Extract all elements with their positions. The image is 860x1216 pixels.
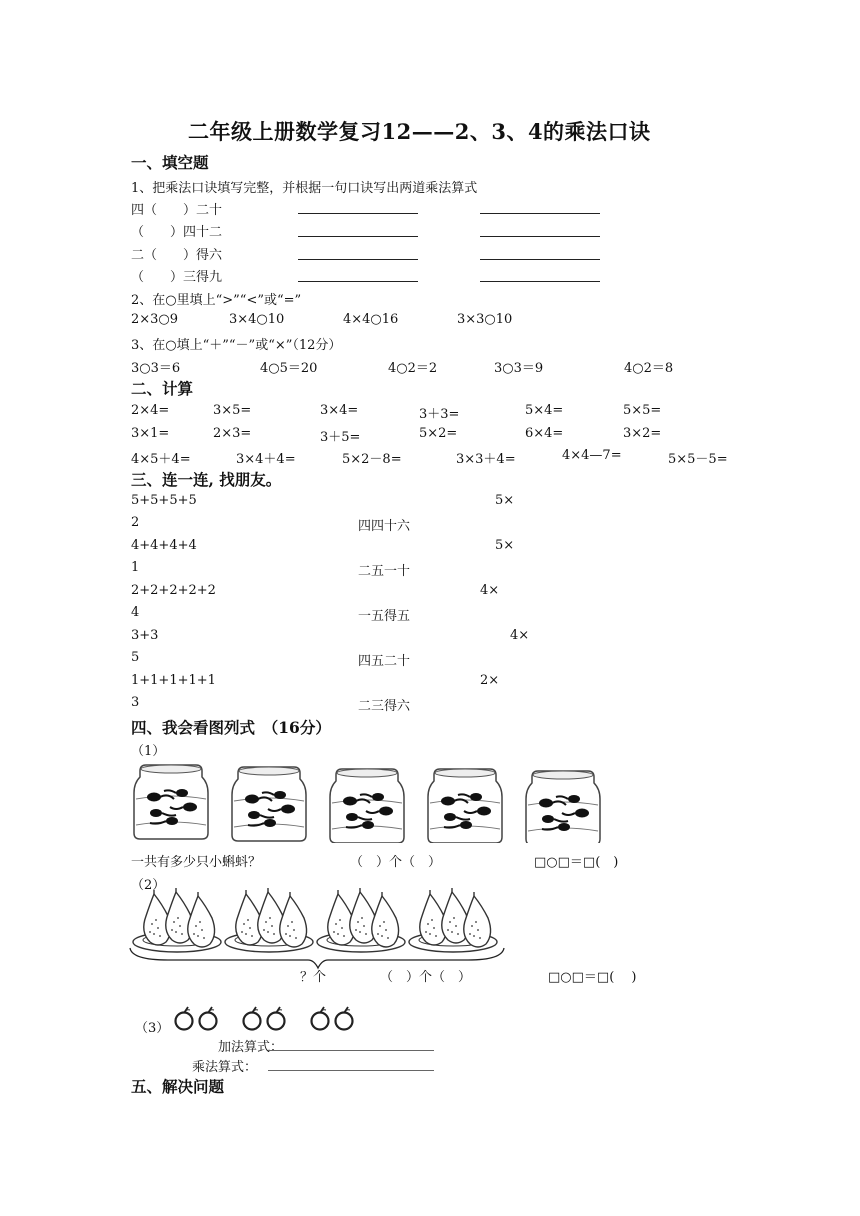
section-5-heading: 五、解决问题 <box>131 1077 225 1096</box>
problem-1-label: （1） <box>131 744 166 759</box>
compare-item: 3×3○10 <box>457 312 513 327</box>
equation-fill[interactable]: □○□＝□( ) <box>548 970 637 985</box>
match-right-item[interactable]: 2× <box>480 673 500 688</box>
match-right-item[interactable]: 4× <box>510 628 530 643</box>
problem-3-label: （3） <box>135 1021 170 1036</box>
match-mid-item[interactable]: 四四十六 <box>358 519 411 534</box>
match-left-item[interactable]: 3 <box>131 695 140 710</box>
calc-item: 3＋5= <box>320 430 361 445</box>
addition-answer-line[interactable] <box>268 1050 434 1051</box>
compare-item: 2×3○9 <box>131 312 179 327</box>
calc-item: 4×4—7= <box>562 448 622 463</box>
q3-instruction: 3、在○填上“＋”“－”或“×”（12分） <box>131 338 342 353</box>
tadpole-jars-illustration <box>130 763 630 843</box>
calc-item: 3×4＋4= <box>236 452 296 467</box>
calc-item: 5×4= <box>525 403 564 418</box>
match-right-item[interactable]: 5× <box>495 538 515 553</box>
count-fill-blank[interactable]: （ ）个（ ） <box>380 970 472 985</box>
calc-item: 2×4= <box>131 403 170 418</box>
operator-item: 3○3＝9 <box>494 361 544 376</box>
match-left-item[interactable]: 3+3 <box>131 628 159 643</box>
tadpole-question: 一共有多少只小蝌蚪？ <box>131 855 262 870</box>
addition-label: 加法算式： <box>218 1040 284 1055</box>
brace-question: ？个 <box>300 970 327 985</box>
section-1-heading: 一、填空题 <box>131 153 209 172</box>
match-left-item[interactable]: 2+2+2+2+2 <box>131 583 216 598</box>
q1-instruction: 1、把乘法口诀填写完整，并根据一句口诀写出两道乘法算式 <box>131 181 478 196</box>
proverb-row: 二（ ）得六 <box>131 248 223 263</box>
proverb-row: （ ）四十二 <box>131 225 223 240</box>
compare-item: 3×4○10 <box>229 312 285 327</box>
calc-item: 5×5－5= <box>668 452 728 467</box>
calc-item: 5×5= <box>623 403 662 418</box>
equation-fill[interactable]: □○□＝□( ) <box>534 855 619 870</box>
calc-item: 3×3＋4= <box>456 452 516 467</box>
answer-blank[interactable] <box>298 281 418 282</box>
calc-item: 3×5= <box>213 403 252 418</box>
q2-instruction: 2、在○里填上“>”“<”或“=” <box>131 293 302 308</box>
match-mid-item[interactable]: 一五得五 <box>358 609 411 624</box>
match-left-item[interactable]: 1+1+1+1+1 <box>131 673 216 688</box>
page-title: 二年级上册数学复习12——2、3、4的乘法口诀 <box>188 119 651 144</box>
multiplication-label: 乘法算式： <box>192 1060 258 1075</box>
match-right-item[interactable]: 4× <box>480 583 500 598</box>
match-left-item[interactable]: 2 <box>131 515 140 530</box>
section-4-heading: 四、我会看图列式 （16分） <box>131 718 331 737</box>
match-left-item[interactable]: 4+4+4+4 <box>131 538 197 553</box>
section-2-heading: 二、计算 <box>131 379 194 398</box>
multiplication-answer-line[interactable] <box>268 1070 434 1071</box>
calc-item: 6×4= <box>525 426 564 441</box>
match-left-item[interactable]: 5 <box>131 650 140 665</box>
answer-blank[interactable] <box>480 281 600 282</box>
proverb-row: 四（ ）二十 <box>131 203 223 218</box>
answer-blank[interactable] <box>480 213 600 214</box>
operator-item: 3○3＝6 <box>131 361 181 376</box>
match-left-item[interactable]: 1 <box>131 560 140 575</box>
apple-groups-illustration <box>172 1004 362 1032</box>
match-left-item[interactable]: 4 <box>131 605 140 620</box>
calc-item: 3＋3= <box>419 407 460 422</box>
answer-blank[interactable] <box>480 259 600 260</box>
calc-item: 3×1= <box>131 426 170 441</box>
section-3-heading: 三、连一连, 找朋友。 <box>131 470 282 489</box>
match-mid-item[interactable]: 四五二十 <box>358 654 411 669</box>
problem-2-label: （2） <box>131 878 166 893</box>
operator-item: 4○2＝2 <box>388 361 438 376</box>
operator-item: 4○2＝8 <box>624 361 674 376</box>
calc-item: 3×2= <box>623 426 662 441</box>
answer-blank[interactable] <box>298 236 418 237</box>
match-right-item[interactable]: 5× <box>495 493 515 508</box>
proverb-row: （ ）三得九 <box>131 270 223 285</box>
calc-item: 4×5＋4= <box>131 452 191 467</box>
match-mid-item[interactable]: 二五一十 <box>358 564 411 579</box>
match-mid-item[interactable]: 二三得六 <box>358 699 411 714</box>
operator-item: 4○5＝20 <box>260 361 318 376</box>
compare-item: 4×4○16 <box>343 312 399 327</box>
calc-item: 2×3= <box>213 426 252 441</box>
answer-blank[interactable] <box>298 213 418 214</box>
count-fill-blank[interactable]: （ ）个（ ） <box>350 855 442 870</box>
calc-item: 5×2= <box>419 426 458 441</box>
calc-item: 3×4= <box>320 403 359 418</box>
calc-item: 5×2－8= <box>342 452 402 467</box>
match-left-item[interactable]: 5+5+5+5 <box>131 493 197 508</box>
answer-blank[interactable] <box>298 259 418 260</box>
answer-blank[interactable] <box>480 236 600 237</box>
pear-plates-illustration <box>128 888 508 978</box>
